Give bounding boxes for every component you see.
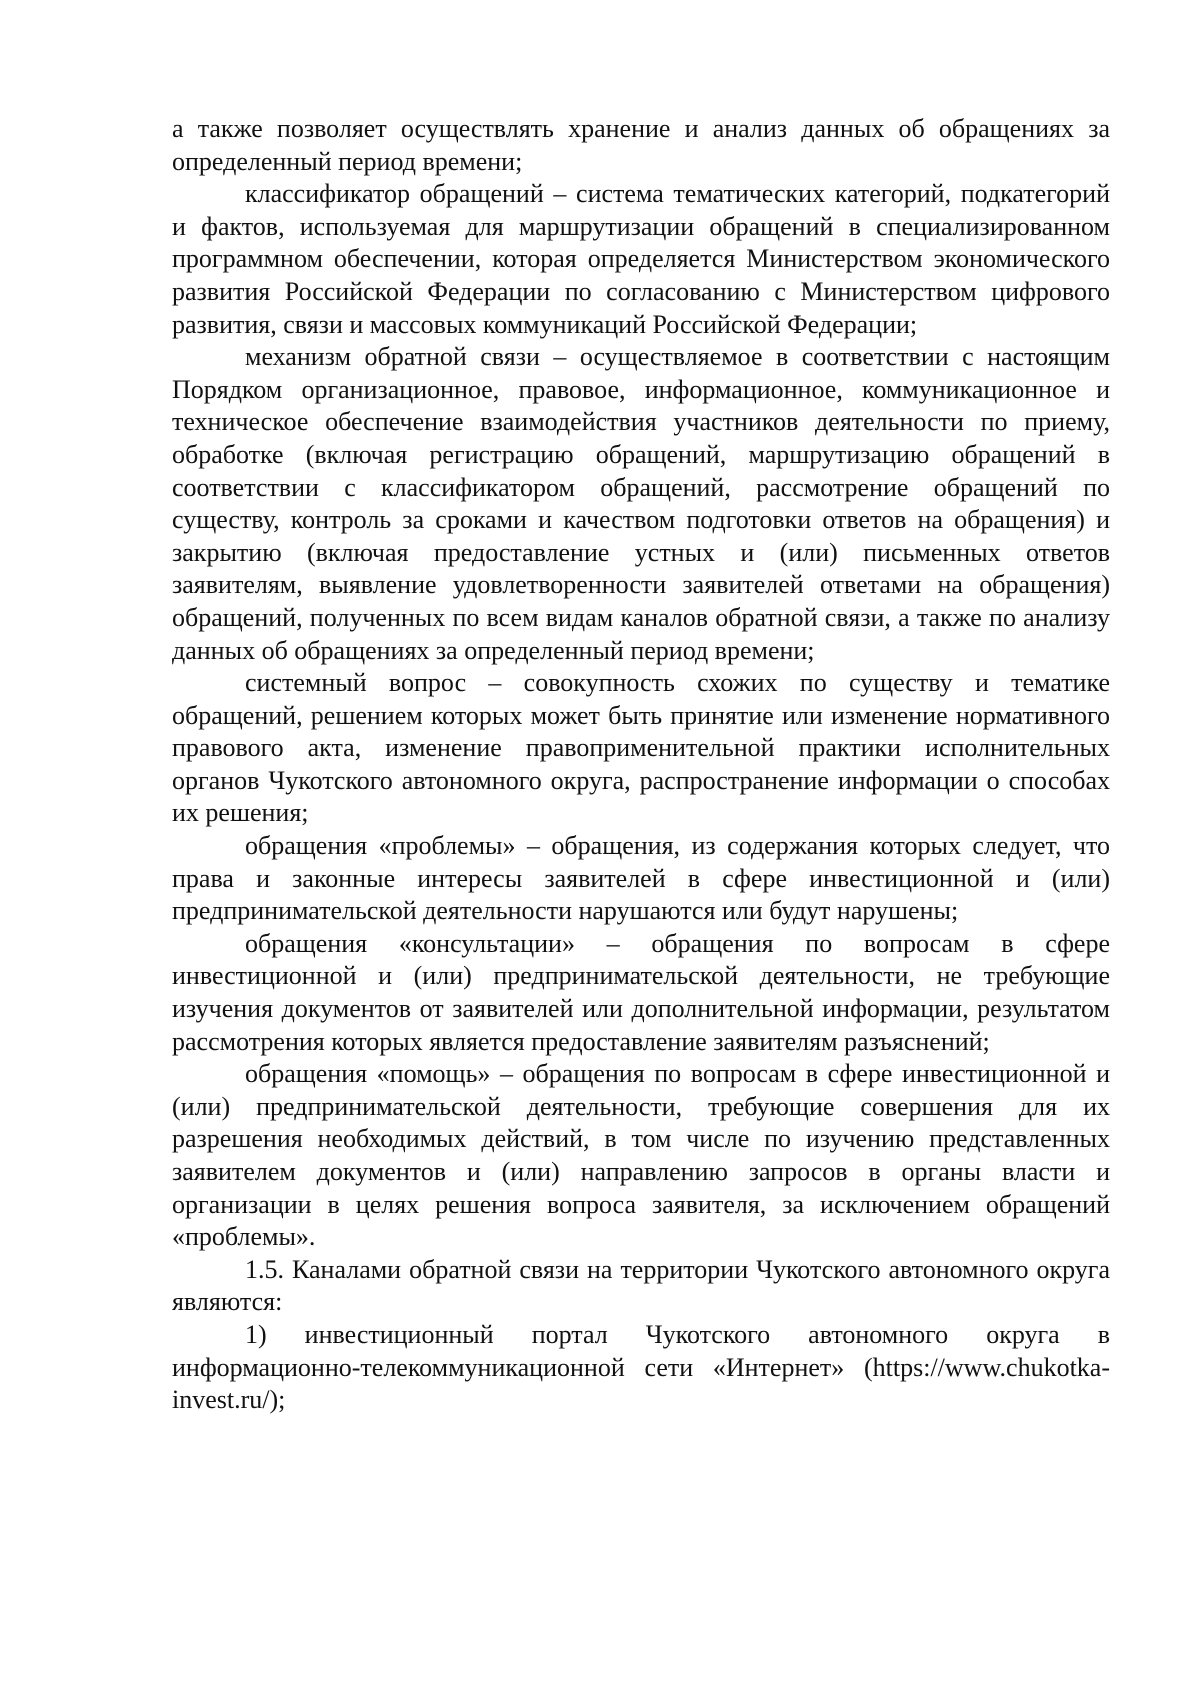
- paragraph-problem-appeals-definition: обращения «проблемы» – обращения, из содержания которых следует, что права и законные интересы заявителей в сфере инвестиционной и (или) предпринимательской деятельности нарушаются или будут нарушены;: [172, 831, 1110, 926]
- paragraph-channel-1-investment-portal: 1) инвестиционный портал Чукотского автономного округа в информационно-телекоммуникационной сети «Интернет» (https://www.chukotka-invest.ru/);: [172, 1319, 1110, 1415]
- paragraph-classifier-definition: классификатор обращений – система тематических категорий, подкатегорий и фактов, используемая для маршрутизации обращений в специализированном программном обеспечении, которая определяется Министерством экономического развития Российской Федерации по согласованию с Министерством цифрового развития, связи и массовых коммуникаций Российской Федерации;: [172, 179, 1110, 339]
- paragraph-help-appeals-definition: обращения «помощь» – обращения по вопросам в сфере инвестиционной и (или) предпринимательской деятельности, требующие совершения для их разрешения необходимых действий, в том числе по изучению представленных заявителем документов и (или) направлению запросов в органы власти и организации в целях решения вопроса заявителя, за исключением обращений «проблемы».: [172, 1059, 1110, 1252]
- paragraph-feedback-mechanism-definition: механизм обратной связи – осуществляемое в соответствии с настоящим Порядком организационное, правовое, информационное, коммуникационное и техническое обеспечение взаимодействия участников деятельности по приему, обработке (включая регистрацию обращений, маршрутизацию обращений в соответствии с классификатором обращений, рассмотрение обращений по существу, контроль за сроками и качеством подготовки ответов на обращения) и закрытию (включая предоставление устных и (или) письменных ответов заявителям, выявление удовлетворенности заявителей ответами на обращения) обращений, полученных по всем видам каналов обратной связи, а также по анализу данных об обращениях за определенный период времени;: [172, 342, 1110, 665]
- paragraph-continuation: а также позволяет осуществлять хранение и анализ данных об обращениях за определенный период времени;: [172, 114, 1110, 176]
- document-page: [172, 113, 1110, 1417]
- paragraph-section-1-5: 1.5. Каналами обратной связи на территории Чукотского автономного округа являются:: [172, 1254, 1110, 1317]
- paragraph-system-issue-definition: системный вопрос – совокупность схожих по существу и тематике обращений, решением которых может быть принятие или изменение нормативного правового акта, изменение правоприменительной практики исполнительных органов Чукотского автономного округа, распространение информации о способах их решения;: [172, 668, 1110, 828]
- paragraph-consultation-appeals-definition: обращения «консультации» – обращения по вопросам в сфере инвестиционной и (или) предпринимательской деятельности, не требующие изучения документов от заявителей или дополнительной информации, результатом рассмотрения которых является предоставление заявителям разъяснений;: [172, 928, 1110, 1056]
